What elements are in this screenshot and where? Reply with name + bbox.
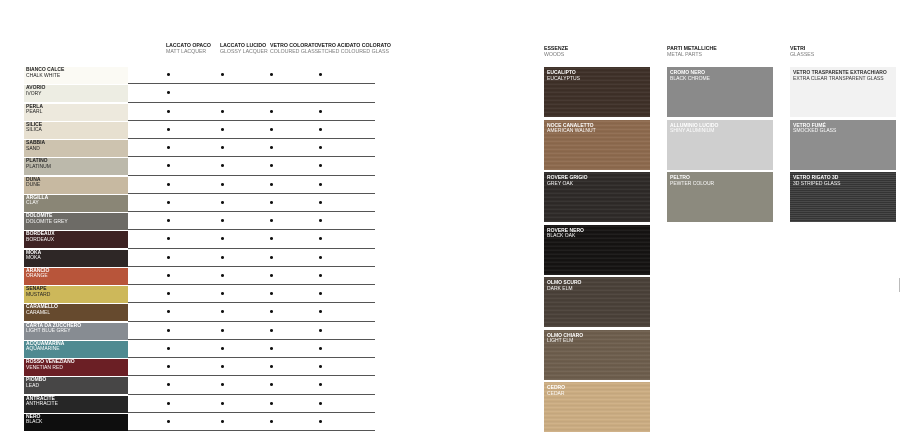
availability-dot [270, 146, 273, 149]
availability-dot [270, 164, 273, 167]
row-divider [128, 375, 375, 376]
color-name: ARGILLA [26, 194, 49, 201]
color-english-name: BLACK [26, 419, 43, 426]
row-divider [128, 430, 375, 431]
color-name: ACQUAMARINA [26, 340, 65, 347]
color-row [24, 104, 375, 121]
material-tile [667, 120, 773, 170]
color-row [24, 158, 375, 175]
color-label [26, 397, 58, 408]
row-divider [128, 120, 375, 121]
availability-dot [221, 146, 224, 149]
color-english-name: PLATINUM [26, 163, 51, 170]
availability-dot [167, 110, 170, 113]
availability-dot [319, 310, 322, 313]
availability-dot [270, 73, 273, 76]
color-swatch [24, 323, 128, 340]
availability-dot [221, 237, 224, 240]
color-name: BORDEAUX [26, 231, 55, 238]
availability-dot [167, 73, 170, 76]
color-swatch [24, 341, 128, 358]
color-english-name: ANTHRACITE [26, 401, 58, 408]
color-swatch [24, 67, 128, 84]
color-name: MOKA [26, 249, 42, 256]
availability-dot [270, 310, 273, 313]
availability-dot [270, 274, 273, 277]
row-divider [128, 357, 375, 358]
color-label [26, 141, 45, 152]
availability-dot [270, 347, 273, 350]
availability-dot [167, 329, 170, 332]
color-english-name: SAND [26, 145, 40, 152]
availability-dot [221, 310, 224, 313]
color-english-name: MUSTARD [26, 291, 51, 298]
availability-dot [319, 365, 322, 368]
column-header [220, 43, 268, 55]
material-name: CEDRO [547, 385, 566, 391]
color-english-name: VENETIAN RED [26, 364, 63, 371]
availability-dot [167, 347, 170, 350]
section-subtitle: GLASSES [790, 52, 815, 59]
color-swatch [24, 414, 128, 431]
availability-dot [270, 110, 273, 113]
material-english-name: 3D STRIPED GLASS [793, 180, 841, 187]
availability-dot [319, 183, 322, 186]
availability-dot [221, 383, 224, 386]
color-name: BIANCO CALCE [26, 67, 65, 73]
column-title: LACCATO LUCIDO [220, 43, 267, 49]
material-label [547, 281, 581, 292]
color-english-name: SILICA [26, 127, 42, 134]
color-row [24, 268, 375, 285]
availability-dot [270, 402, 273, 405]
availability-dot [167, 219, 170, 222]
color-label [26, 68, 64, 79]
availability-dot [167, 164, 170, 167]
color-label [26, 105, 43, 116]
color-label [26, 360, 75, 371]
section-subtitle: METAL PARTS [667, 52, 702, 59]
availability-dot [319, 383, 322, 386]
color-row [24, 140, 375, 157]
availability-dot [319, 201, 322, 204]
material-tile [667, 67, 773, 117]
material-label [547, 176, 588, 187]
availability-dot [270, 219, 273, 222]
material-label [547, 229, 584, 240]
color-label [26, 269, 49, 280]
color-name: ANTRACITE [26, 395, 55, 402]
color-swatch [24, 213, 128, 230]
material-english-name: SHINY ALUMINIUM [670, 128, 715, 135]
material-label [670, 71, 710, 82]
material-name: NOCE CANALETTO [547, 122, 594, 129]
material-tile [790, 120, 896, 170]
availability-dot [319, 274, 322, 277]
color-swatch [24, 195, 128, 212]
section-title: ESSENZE [544, 46, 569, 52]
color-name: PERLA [26, 103, 43, 110]
material-english-name: SMOCKED GLASS [793, 128, 837, 135]
material-tile [544, 330, 650, 380]
color-row [24, 323, 375, 340]
section-title: VETRI [790, 46, 806, 52]
row-divider [128, 302, 375, 303]
availability-dot [221, 201, 224, 204]
color-name: NERO [26, 413, 41, 420]
color-row [24, 195, 375, 212]
color-label [26, 324, 81, 335]
color-swatch [24, 304, 128, 321]
material-label [547, 124, 596, 135]
availability-dot [270, 383, 273, 386]
row-divider [128, 156, 375, 157]
material-name: PELTRO [670, 175, 690, 181]
color-row [24, 177, 375, 194]
color-name: SILICE [26, 121, 43, 128]
color-english-name: ORANGE [26, 273, 48, 280]
availability-dot [221, 73, 224, 76]
color-swatch [24, 104, 128, 121]
section-title: PARTI METALLICHE [667, 46, 717, 52]
availability-dot [270, 329, 273, 332]
availability-dot [221, 256, 224, 259]
material-name: OLMO SCURO [547, 280, 582, 286]
availability-dot [221, 110, 224, 113]
color-english-name: AQUAMARINE [26, 346, 60, 353]
availability-dot [270, 237, 273, 240]
material-name: ROVERE NERO [547, 227, 584, 234]
color-english-name: BORDEAUX [26, 236, 55, 243]
material-label [793, 176, 841, 187]
material-name: VETRO FUMÉ [793, 122, 826, 129]
color-row [24, 341, 375, 358]
section-subtitle: WOODS [544, 52, 565, 59]
color-label [26, 342, 64, 353]
row-divider [128, 394, 375, 395]
color-row [24, 231, 375, 248]
section-header [667, 46, 717, 58]
availability-dot [167, 310, 170, 313]
availability-dot [270, 420, 273, 423]
color-label [26, 196, 48, 207]
availability-dot [319, 146, 322, 149]
availability-dot [167, 201, 170, 204]
availability-dot [167, 256, 170, 259]
availability-dot [319, 420, 322, 423]
material-name: OLMO CHIARO [547, 332, 584, 339]
color-english-name: IVORY [26, 90, 42, 97]
color-swatch [24, 359, 128, 376]
color-name: CARAMELLO [26, 304, 58, 311]
color-label [26, 251, 41, 262]
color-label [26, 415, 42, 426]
color-swatch [24, 177, 128, 194]
material-english-name: AMERICAN WALNUT [547, 128, 596, 135]
material-name: EUCALIPTO [547, 70, 576, 76]
material-name: VETRO RIGATO 3D [793, 175, 839, 181]
color-row [24, 414, 375, 431]
row-divider [128, 321, 375, 322]
color-name: PLATINO [26, 158, 48, 165]
color-name: DUNA [26, 176, 41, 183]
color-english-name: LIGHT BLUE GREY [26, 328, 71, 335]
material-tile [790, 172, 896, 222]
color-swatch [24, 250, 128, 267]
availability-dot [221, 183, 224, 186]
section-header [790, 46, 814, 58]
availability-dot [221, 365, 224, 368]
availability-dot [270, 256, 273, 259]
availability-dot [221, 329, 224, 332]
availability-dot [319, 73, 322, 76]
availability-dot [221, 402, 224, 405]
availability-dot [221, 292, 224, 295]
material-tile [544, 382, 650, 432]
material-english-name: BLACK OAK [547, 233, 576, 240]
material-english-name: EUCALYPTUS [547, 75, 580, 82]
color-row [24, 250, 375, 267]
availability-dot [167, 292, 170, 295]
material-name: VETRO TRASPARENTE EXTRACHIARO [793, 70, 887, 76]
availability-dot [319, 292, 322, 295]
row-divider [128, 266, 375, 267]
color-english-name: CLAY [26, 200, 39, 207]
availability-dot [319, 347, 322, 350]
material-label [670, 124, 718, 135]
color-label [26, 287, 50, 298]
column-subtitle: GLOSSY LACQUER [220, 49, 268, 56]
color-label [26, 214, 68, 225]
material-name: ROVERE GRIGIO [547, 175, 588, 181]
availability-dot [270, 292, 273, 295]
color-name: CARTA DA ZUCCHERO [26, 322, 82, 329]
column-title: LACCATO OPACO [166, 43, 211, 49]
column-title: VETRO ACIDATO COLORATO [318, 43, 391, 49]
material-label [547, 386, 565, 397]
material-tile [790, 67, 896, 117]
color-label [26, 178, 40, 189]
material-label [793, 124, 836, 135]
row-divider [128, 175, 375, 176]
color-swatch [24, 396, 128, 413]
availability-dot [319, 110, 322, 113]
row-divider [128, 284, 375, 285]
availability-dot [167, 402, 170, 405]
availability-dot [319, 237, 322, 240]
material-tile [544, 120, 650, 170]
row-divider [128, 339, 375, 340]
availability-dot [319, 256, 322, 259]
material-tile [544, 67, 650, 117]
color-name: AVORIO [26, 85, 46, 92]
availability-dot [319, 164, 322, 167]
column-subtitle: COLOURED GLASS [270, 49, 319, 56]
availability-dot [167, 183, 170, 186]
availability-dot [221, 347, 224, 350]
color-label [26, 123, 42, 134]
material-tile [544, 225, 650, 275]
availability-dot [319, 329, 322, 332]
material-name: ALLUMINIO LUCIDO [670, 122, 719, 129]
availability-dot [221, 274, 224, 277]
color-english-name: MOKA [26, 255, 41, 262]
availability-dot [270, 201, 273, 204]
color-label [26, 378, 46, 389]
color-label [26, 86, 45, 97]
material-name: CROMO NERO [670, 70, 705, 76]
availability-dot [167, 91, 170, 94]
material-english-name: CEDAR [547, 390, 565, 397]
row-divider [128, 83, 375, 84]
color-english-name: CHALK WHITE [26, 72, 61, 79]
color-swatch [24, 268, 128, 285]
material-label [547, 71, 580, 82]
row-divider [128, 412, 375, 413]
color-english-name: DUNE [26, 182, 41, 189]
material-label [670, 176, 714, 187]
availability-dot [167, 274, 170, 277]
column-header [270, 43, 319, 55]
color-name: DOLOMITE [26, 213, 53, 219]
material-tile [667, 172, 773, 222]
color-english-name: DOLOMITE GREY [26, 218, 68, 225]
color-name: SABBIA [26, 140, 46, 146]
color-row [24, 359, 375, 376]
availability-dot [167, 146, 170, 149]
availability-dot [221, 420, 224, 423]
row-divider [128, 138, 375, 139]
availability-dot [319, 402, 322, 405]
color-swatch [24, 140, 128, 157]
availability-dot [270, 183, 273, 186]
color-english-name: PEARL [26, 109, 43, 116]
column-header [166, 43, 211, 55]
material-english-name: DARK ELM [547, 285, 573, 292]
material-english-name: LIGHT ELM [547, 338, 574, 345]
color-row [24, 67, 375, 84]
availability-dot [167, 420, 170, 423]
material-label [547, 334, 583, 345]
availability-dot [319, 128, 322, 131]
color-swatch [24, 377, 128, 394]
color-swatch [24, 286, 128, 303]
color-name: ARANCIO [26, 267, 50, 274]
material-label [793, 71, 887, 82]
column-subtitle: MATT LACQUER [166, 49, 207, 56]
row-divider [128, 229, 375, 230]
column-header [318, 43, 391, 55]
color-row [24, 396, 375, 413]
availability-dot [221, 128, 224, 131]
material-english-name: PEWTER COLOUR [670, 180, 715, 187]
availability-dot [221, 164, 224, 167]
color-english-name: CARAMEL [26, 309, 51, 316]
column-subtitle: ETCHED COLOURED GLASS [318, 49, 389, 56]
color-name: SENAPE [26, 286, 47, 292]
color-label [26, 159, 51, 170]
color-row [24, 122, 375, 139]
material-english-name: BLACK CHROME [670, 75, 711, 82]
material-tile [544, 172, 650, 222]
color-swatch [24, 122, 128, 139]
color-label [26, 305, 58, 316]
row-divider [128, 211, 375, 212]
availability-dot [270, 128, 273, 131]
material-tile [544, 277, 650, 327]
color-name: ROSSO VENEZIANO [26, 359, 75, 365]
color-row [24, 286, 375, 303]
material-english-name: GREY OAK [547, 180, 574, 187]
availability-dot [270, 365, 273, 368]
color-swatch [24, 158, 128, 175]
availability-dot [167, 128, 170, 131]
row-divider [128, 102, 375, 103]
color-row [24, 304, 375, 321]
color-english-name: LEAD [26, 382, 40, 389]
availability-dot [167, 383, 170, 386]
color-label [26, 232, 55, 243]
section-header [544, 46, 568, 58]
row-divider [128, 193, 375, 194]
color-swatch [24, 85, 128, 102]
availability-dot [319, 219, 322, 222]
availability-dot [167, 237, 170, 240]
availability-dot [167, 365, 170, 368]
column-title: VETRO COLORATO [270, 43, 319, 49]
availability-dot [221, 219, 224, 222]
color-row [24, 377, 375, 394]
color-row [24, 85, 375, 102]
material-english-name: EXTRA CLEAR TRANSPARENT GLASS [793, 75, 884, 82]
color-swatch [24, 231, 128, 248]
color-row [24, 213, 375, 230]
row-divider [128, 248, 375, 249]
color-name: PIOMBO [26, 377, 47, 384]
